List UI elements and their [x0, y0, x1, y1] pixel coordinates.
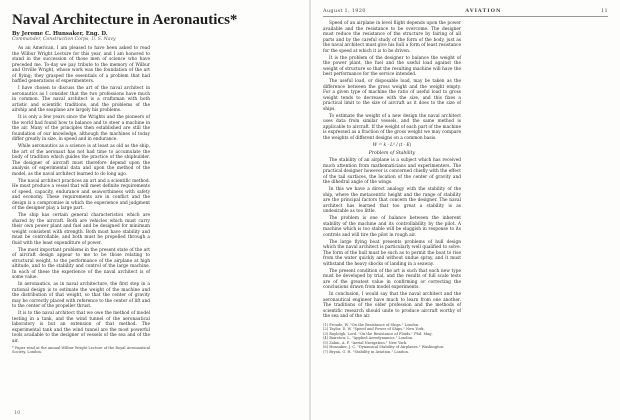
- paragraph: In conclusion, I would say that the naval architect and the aeronautical engineer have much to learn from one another. The traditions of the older profession and the methods of scientific research should unite to produce aircraft worthy of the sea and of the air.: [323, 292, 461, 319]
- equation: W = k · L³ / (t · E): [372, 143, 412, 148]
- paragraph: As an American, I am pleased to have been asked to read the Wilbur Wright Lecture for this year, and I am honored to stand in the succession of those men of science who have preceded me. To-day we pay tribute to the memory of Wilbur and Orville Wright, whose work was the foundation of the art of flying; they grasped the essentials of a problem that had baffled generations of experimenters.: [12, 46, 150, 84]
- paragraph: The stability of an airplane is a subject which has received much attention from mathematicians and experimenters. The practical designer however is concerned chiefly with the effect of the tail surfaces, the location of the center of gravity and the dihedral angle of the wings.: [323, 158, 461, 185]
- paragraph: It is only a few years since the Wrights and the pioneers of the world had found how to balance and to steer a machine in the air. Many of the principles then established are still the foundation of our knowledge, although the machines of today differ greatly in size, in speed and in endurance.: [12, 115, 150, 142]
- header-date: August 1, 1920: [323, 8, 366, 14]
- article-footnote: * Paper read at the annual Wilbur Wright Lecture of the Royal Aeronautical Society, London.: [12, 345, 150, 355]
- paragraph: To estimate the weight of a new design the naval architect uses data from similar vessels, and the same method is applicable to aircraft. If the weight of each part of the machine is expressed as a fraction of the gross weight we may compare the weights of different designs on a common basis.: [323, 113, 461, 141]
- paragraph: It is to the naval architect that we owe the method of model testing in a tank, and the wind tunnel of the aeronautical laboratory is but an extension of that method. The experimental tank and the wind tunnel are the most powerful tools available to the designer of vessels of the sea and of the air.: [12, 311, 150, 344]
- reference-item: (2) Taylor, D. W. "Speed and Power of Ships." New York.: [323, 327, 425, 332]
- right-page-columns: [323, 21, 608, 399]
- paragraph: The ship has certain general characteristics which are shared by the aircraft. Both are vehicles which must carry their own power plant and fuel and be designed for minimum weight consistent with strength. Both must have stability and must be controllable, and both must be propelled through a fluid with the least expenditure of power.: [12, 213, 150, 246]
- paragraph: The problem is one of balance between the inherent stability of the machine and its controllability by the pilot. A machine which is too stable will be sluggish in response to its controls and will tire the pilot in rough air.: [323, 216, 461, 238]
- reference-item: (7) Bryan, G. H. "Stability in Aviation." London.: [323, 350, 410, 355]
- page-number-right: 11: [601, 8, 608, 14]
- article-byline-affiliation: Commander, Construction Corps, U. S. Navy: [12, 37, 116, 42]
- running-header: [323, 8, 608, 17]
- reference-item: (4) Bairstow, L. "Applied Aerodynamics." London.: [323, 336, 414, 341]
- paragraph: While aeronautics as a science is at least as old as the ship, the art of the aeronaut has not had time to accumulate the body of tradition which guides the practice of the shipbuilder. The designer of aircraft must therefore depend upon the analysis of experimental data and upon the method of the model, as the naval architect learned to do long ago.: [12, 144, 150, 177]
- article-title: Naval Architecture in Aeronautics*: [12, 12, 238, 28]
- left-page-columns: [12, 46, 297, 396]
- paragraph: In aeronautics, as in naval architecture, the first step in a rational design is to estimate the weight of the machine and the distribution of that weight, so that the center of gravity may be correctly placed with reference to the center of lift and to the center of the propeller thrust.: [12, 282, 150, 309]
- paragraph: The most important problems in the present state of the art of aircraft design appear to me to be those relating to structural weight, to the performance of the airplane at high altitude, and to the stability and control of the large machine. In each of these the experience of the naval architect is of some value.: [12, 247, 150, 280]
- paragraph: The large flying boat presents problems of hull design which the naval architect is particularly well qualified to solve. The form of the hull must be such as to permit the boat to rise from the water quickly and without undue spray, and it must withstand the heavy shocks of landing in a seaway.: [323, 239, 461, 267]
- paragraph: Speed of an airplane in level flight depends upon the power available and the resistance to be overcome. The designer must reduce the resistance of the structure by fairing of all parts and by the careful study of the form of the body, just as the naval architect must give his hull a form of least resistance for the speed at which it is to be driven.: [323, 21, 461, 54]
- article-byline: By Jerome C. Hunsaker, Eng. D.: [12, 31, 108, 37]
- paragraph: The present condition of the art is such that each new type must be developed by trial, and the results of full scale tests are of the greatest value in confirming or correcting the conclusions drawn from model experiments.: [323, 268, 461, 290]
- reference-item: (6) Hunsaker, J. C. "Dynamical Stability of Airplanes." Washington.: [323, 345, 445, 350]
- paragraph: I have chosen to discuss the art of the naval architect in aeronautics as I consider that the two professions have much in common. The naval architect is a craftsman with both artistic and scientific traditions, and the problems of the airship and the seaplane are largely his problems.: [12, 86, 150, 113]
- reference-item: (3) Rayleigh, Lord. "On the Resistance of Fluids." Phil. Mag.: [323, 331, 433, 336]
- paragraph: The useful load, or disposable load, may be taken as the difference between the gross weight and the weight empty. For a given type of machine the ratio of useful load to gross weight tends to decrease with the size, and this fixes a practical limit to the size of aircraft as it does to the size of ships.: [323, 79, 461, 112]
- reference-list: [323, 323, 461, 355]
- reference-item: (1) Froude, W. "On the Resistance of Ships." London.: [323, 322, 420, 327]
- reference-item: (5) Zahm, A. F. "Aerial Navigation." New York.: [323, 340, 408, 345]
- page-number-left: 10: [14, 410, 21, 416]
- right-page: [311, 0, 620, 420]
- magazine-name: AVIATION: [465, 8, 502, 14]
- paragraph: In this we have a direct analogy with the stability of the ship, where the metacentric height and the range of stability are the principal factors that concern the designer. The naval architect has learned that too great a stability is as undesirable as too little.: [323, 187, 461, 214]
- paragraph: It is the problem of the designer to balance the weight of the power plant, the fuel and the useful load against the weight of structure so that the resulting machine will have the best performance for the service intended.: [323, 55, 461, 77]
- paragraph: The naval architect practices an art and a scientific method. He must produce a vessel that will meet definite requirements of speed, capacity, endurance and seaworthiness with safety and economy. These requirements are in conflict and the design is a compromise in which the experience and judgment of the designer play a large part.: [12, 178, 150, 211]
- section-heading: Problem of Stability: [368, 150, 416, 156]
- left-page: [0, 0, 309, 420]
